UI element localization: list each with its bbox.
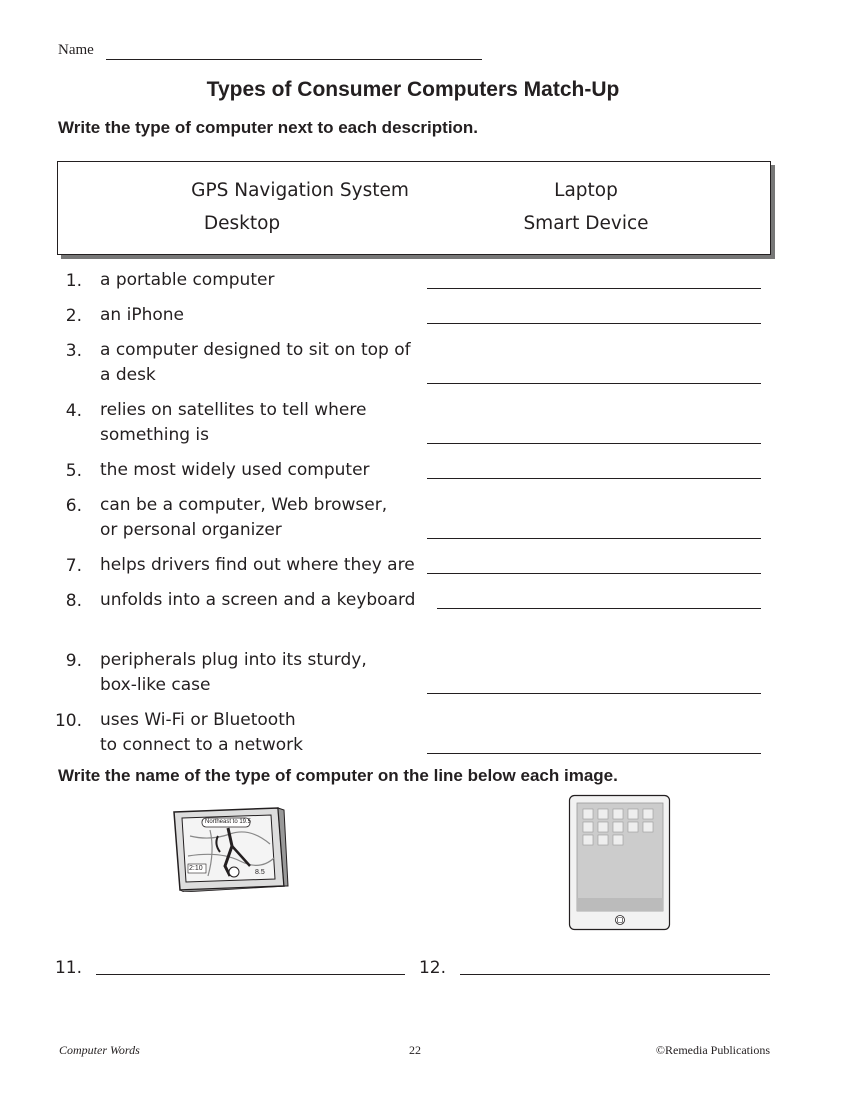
item-description: peripherals plug into its sturdy, box-like case [100,650,367,695]
item-number: 2. [65,306,82,326]
answer-line[interactable] [427,478,761,479]
answer-line[interactable] [427,288,761,289]
answer-line[interactable] [427,323,761,324]
section2-instruction: Write the name of the type of computer on the line below each image. [58,766,618,785]
item-number: 1. [65,271,82,291]
item-number: 5. [65,461,82,481]
item-description: helps drivers find out where they are [100,555,415,575]
answer-line[interactable] [427,443,761,444]
word-bank-item: GPS Navigation System [191,180,409,201]
footer-book-title: Computer Words [59,1043,140,1057]
answer-line[interactable] [427,693,761,694]
tablet-device-image [568,794,672,932]
word-bank-item: Laptop [554,180,618,201]
answer-line[interactable] [427,753,761,754]
word-bank [57,161,771,255]
item-description: unfolds into a screen and a keyboard [100,590,416,610]
page-number: 22 [409,1043,421,1057]
section1-instruction: Write the type of computer next to each description. [58,118,479,137]
item-number: 12. [418,958,446,978]
answer-line[interactable] [460,974,770,975]
name-field[interactable] [106,59,482,60]
item-description: can be a computer, Web browser, or personal organizer [100,495,388,540]
page-title: Types of Consumer Computers Match-Up [206,78,620,101]
word-bank-item: Desktop [203,213,281,234]
footer-publisher: ©Remedia Publications [655,1043,770,1057]
item-number: 11. [54,958,82,978]
item-description: the most widely used computer [100,460,370,480]
item-description: relies on satellites to tell where something is [100,400,367,445]
answer-line[interactable] [437,608,761,609]
answer-line[interactable] [96,974,405,975]
item-number: 8. [65,591,82,611]
gps-banner-text: Northeast to 19.5 [204,819,252,825]
item-number: 4. [65,401,82,421]
word-bank-item: Smart Device [523,213,649,234]
answer-line[interactable] [427,383,761,384]
item-number: 10. [54,711,82,731]
answer-line[interactable] [427,538,761,539]
item-description: an iPhone [100,305,184,325]
item-description: a computer designed to sit on top of a desk [100,340,411,385]
answer-line[interactable] [427,573,761,574]
item-number: 3. [65,341,82,361]
item-number: 9. [65,651,82,671]
gps-distance-text: 8.5 [255,869,265,876]
item-description: a portable computer [100,270,275,290]
item-number: 6. [65,496,82,516]
item-description: uses Wi-Fi or Bluetooth to connect to a network [100,710,303,755]
name-label: Name [58,42,94,58]
gps-time-text: 2:10 [189,865,203,872]
item-number: 7. [65,556,82,576]
